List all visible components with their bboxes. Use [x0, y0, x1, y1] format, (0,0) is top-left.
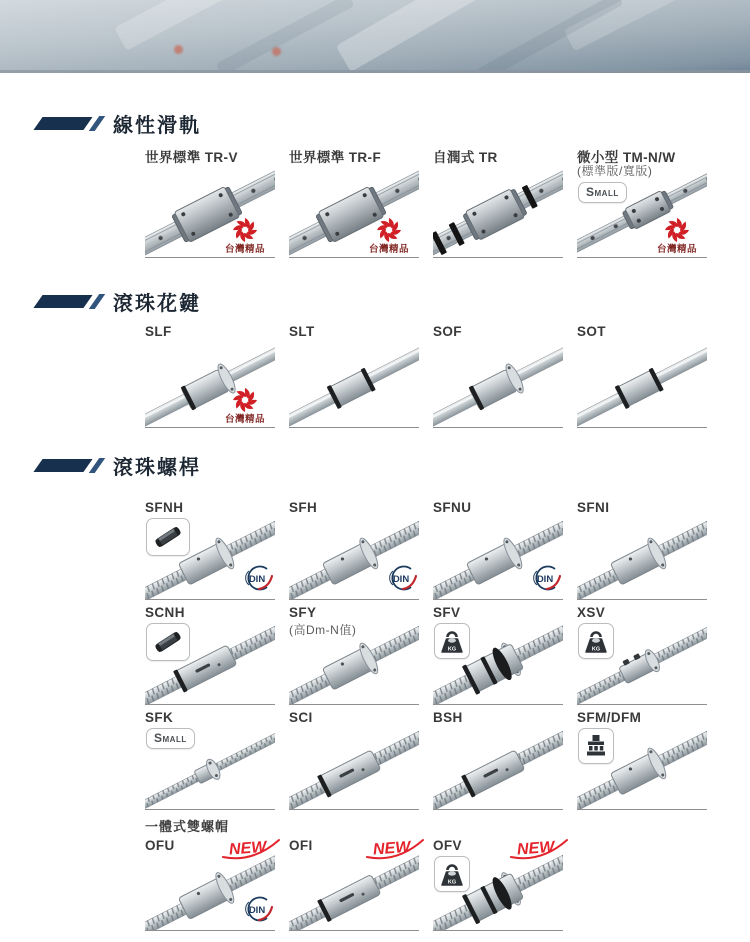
product-label: SCNH — [145, 605, 185, 620]
svg-text:NEW: NEW — [228, 838, 267, 859]
product-row — [145, 324, 725, 428]
product-photo-screw-cylinder — [433, 726, 563, 810]
product-label: 自潤式 TR — [433, 150, 498, 165]
section-header — [38, 110, 201, 136]
svg-text:DIN: DIN — [248, 574, 266, 585]
taiwan-excellence-label: 台灣精品 — [368, 244, 409, 255]
product-label: SFNH — [145, 500, 184, 515]
high-load-kg-badge — [434, 623, 470, 659]
small-size-badge: Small — [578, 182, 627, 203]
product-label: XSV — [577, 605, 606, 620]
section-title: 滾珠花鍵 — [113, 292, 201, 315]
product-label: SFM/DFM — [577, 710, 642, 725]
product-photo-linear-guide-lube — [433, 162, 563, 258]
taiwan-excellence-badge — [653, 216, 701, 255]
product-cell — [433, 324, 577, 428]
svg-text:DIN: DIN — [392, 574, 410, 585]
product-label: 世界標準 TR-V — [145, 150, 238, 165]
product-cell — [145, 324, 289, 428]
svg-text:DIN: DIN — [248, 905, 266, 916]
product-row — [145, 838, 725, 931]
product-label: SCI — [289, 710, 313, 725]
product-cell — [289, 146, 433, 258]
product-cell — [289, 605, 433, 705]
din-standard-badge — [527, 562, 563, 599]
product-cell — [433, 605, 577, 705]
product-row — [145, 500, 725, 600]
product-label: SFY — [289, 605, 317, 620]
taiwan-excellence-label: 台灣精品 — [224, 414, 265, 425]
product-label: SFNU — [433, 500, 472, 515]
machinery-photo-banner — [0, 0, 750, 73]
deflector-icon-badge — [146, 518, 190, 556]
product-row — [145, 605, 725, 705]
product-cell — [289, 324, 433, 428]
high-load-kg-badge — [578, 623, 614, 659]
svg-text:KG: KG — [447, 879, 457, 886]
taiwan-excellence-badge — [221, 386, 269, 425]
new-product-badge — [217, 835, 283, 866]
product-sublabel: (高Dm-N值) — [289, 623, 357, 637]
product-label: SOT — [577, 324, 606, 339]
product-label: SFNI — [577, 500, 610, 515]
machine-type-badge — [578, 728, 614, 764]
section-header — [38, 288, 201, 314]
section-header — [38, 452, 201, 478]
svg-text:KG: KG — [447, 646, 457, 653]
product-cell — [145, 146, 289, 258]
product-label: OFV — [433, 838, 462, 853]
product-cell — [433, 146, 577, 258]
section-bar-icon — [33, 117, 92, 130]
product-label: OFU — [145, 838, 175, 853]
product-label: SOF — [433, 324, 462, 339]
svg-text:NEW: NEW — [372, 838, 411, 859]
product-cell — [433, 500, 577, 600]
banner-streak — [215, 0, 354, 73]
din-standard-badge — [239, 893, 275, 930]
new-product-badge — [505, 835, 571, 866]
banner-red-dot — [174, 45, 183, 54]
section-title: 線性滑軌 — [113, 114, 201, 137]
product-photo-screw-cylinder — [289, 726, 419, 810]
product-cell — [577, 710, 721, 810]
taiwan-excellence-label: 台灣精品 — [656, 244, 697, 255]
product-photo-screw-flange — [577, 516, 707, 600]
product-sublabel: (標準版/寬版) — [577, 164, 653, 178]
din-standard-badge — [239, 562, 275, 599]
taiwan-excellence-label: 台灣精品 — [224, 244, 265, 255]
product-label: BSH — [433, 710, 463, 725]
product-photo-screw-flange — [289, 621, 419, 705]
product-cell — [145, 838, 289, 931]
product-cell — [433, 838, 577, 931]
product-label: SFK — [145, 710, 174, 725]
product-cell — [145, 605, 289, 705]
product-cell — [577, 146, 721, 258]
din-standard-badge — [383, 562, 419, 599]
high-load-kg-badge — [434, 856, 470, 892]
product-cell — [577, 500, 721, 600]
product-cell — [145, 500, 289, 600]
small-size-badge: Small — [146, 728, 195, 749]
product-cell — [577, 605, 721, 705]
product-cell — [289, 710, 433, 810]
product-row — [145, 710, 725, 810]
svg-text:NEW: NEW — [516, 838, 555, 859]
svg-text:DIN: DIN — [536, 574, 554, 585]
product-photo-spline-plain — [289, 340, 419, 428]
product-photo-spline-plain — [577, 340, 707, 428]
subsection-title: 一體式雙螺帽 — [145, 819, 230, 834]
taiwan-excellence-badge — [365, 216, 413, 255]
deflector-icon-badge — [146, 623, 190, 661]
svg-text:KG: KG — [591, 646, 601, 653]
new-product-badge — [361, 835, 427, 866]
product-cell — [577, 324, 721, 428]
product-photo-spline-flange — [433, 340, 563, 428]
product-cell — [289, 838, 433, 931]
taiwan-excellence-badge — [221, 216, 269, 255]
product-cell — [145, 710, 289, 810]
product-label: SLF — [145, 324, 172, 339]
product-cell — [289, 500, 433, 600]
product-label: 微小型 TM-N/W — [577, 150, 676, 165]
product-row — [145, 146, 725, 258]
section-bar-icon — [33, 459, 92, 472]
product-label: SLT — [289, 324, 315, 339]
product-label: SFV — [433, 605, 461, 620]
product-label: SFH — [289, 500, 318, 515]
banner-red-dot — [272, 47, 281, 56]
section-bar-icon — [33, 295, 92, 308]
product-label: OFI — [289, 838, 313, 853]
product-label: 世界標準 TR-F — [289, 150, 382, 165]
section-title: 滾珠螺桿 — [113, 456, 201, 479]
product-cell — [433, 710, 577, 810]
